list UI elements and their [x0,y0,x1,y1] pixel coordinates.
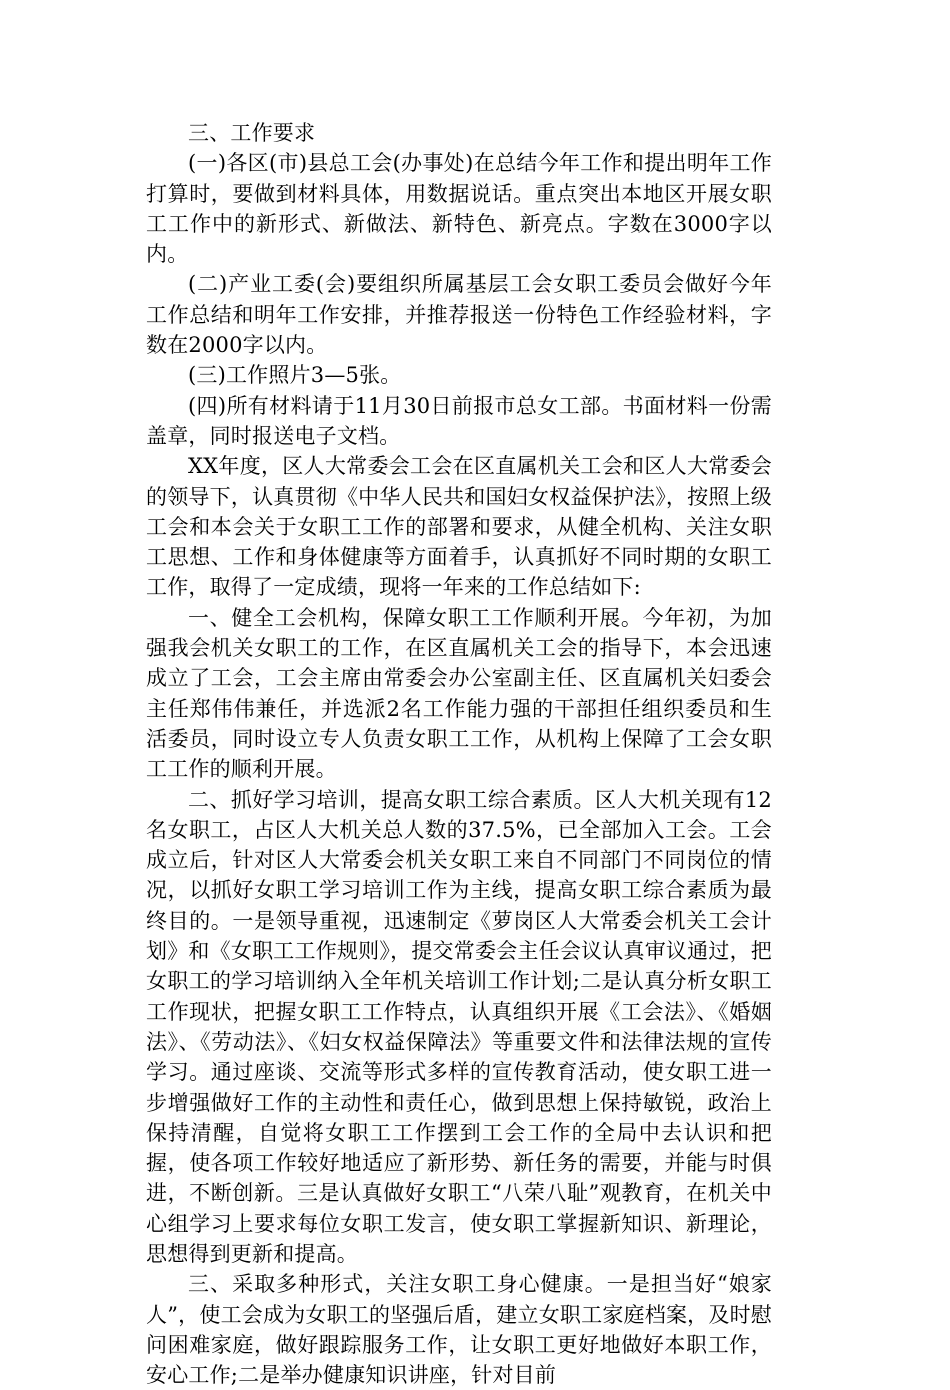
paragraph-point-3: 三、采取多种形式，关注女职工身心健康。一是担当好“娘家人”，使工会成为女职工的坚强后盾，建立女职工家庭档案，及时慰问困难家庭，做好跟踪服务工作，让女职工更好地做好本职工作，安心工作;二是举办健康知识讲座，针对目前 [146,1272,772,1388]
paragraph-requirement-3: (三)工作照片3—5张。 [188,363,402,388]
paragraph-requirement-4: (四)所有材料请于11月30日前报市总女工部。书面材料一份需盖章，同时报送电子文档。 [146,393,772,448]
paragraph-requirement-2: (二)产业工委(会)要组织所属基层工会女职工委员会做好今年工作总结和明年工作安排，并推荐报送一份特色工作经验材料，字数在2000字以内。 [146,272,772,358]
paragraph-section-heading: 三、工作要求 [188,121,316,145]
paragraph-point-2: 二、抓好学习培训，提高女职工综合素质。区人大机关现有12名女职工，占区人大机关总人数的37.5%，已全部加入工会。工会成立后，针对区人大常委会机关女职工来自不同部门不同岗位的情况，以抓好女职工学习培训工作为主线，提高女职工综合素质为最终目的。一是领导重视，迅速制定《萝岗区人大常委会机关工会计划》和《女职工工作规则》，提交常委会主任会议认真审议通过，把女职工的学习培训纳入全年机关培训工作计划;二是认真分析女职工工作现状，把握女职工工作特点，认真组织开展《工会法》、《婚姻法》、《劳动法》、《妇女权益保障法》等重要文件和法律法规的宣传学习。通过座谈、交流等形式多样的宣传教育活动，使女职工进一步增强做好工作的主动性和责任心，做到思想上保持敏锐，政治上保持清醒，自觉将女职工工作摆到工会工作的全局中去认识和把握，使各项工作较好地适应了新形势、新任务的需要，并能与时俱进，不断创新。三是认真做好女职工“八荣八耻”观教育，在机关中心组学习上要求每位女职工发言，使女职工掌握新知识、新理论，思想得到更新和提高。 [146,787,772,1266]
paragraph-summary-intro: XX年度，区人大常委会工会在区直属机关工会和区人大常委会的领导下，认真贯彻《中华人民共和国妇女权益保护法》，按照上级工会和本会关于女职工工作的部署和要求，从健全机构、关注女职工思想、工作和身体健康等方面着手，认真抓好不同时期的女职工工作，取得了一定成绩，现将一年来的工作总结如下: [146,454,772,600]
paragraph-requirement-1: (一)各区(市)县总工会(办事处)在总结今年工作和提出明年工作打算时，要做到材料具体，用数据说话。重点突出本地区开展女职工工作中的新形式、新做法、新特色、新亮点。字数在3000字以内。 [146,151,772,267]
paragraph-point-1: 一、健全工会机构，保障女职工工作顺利开展。今年初，为加强我会机关女职工的工作，在区直属机关工会的指导下，本会迅速成立了工会，工会主席由常委会办公室副主任、区直属机关妇委会主任郑伟伟兼任，并选派2名工作能力强的干部担任组织委员和生活委员，同时设立专人负责女职工工作，从机构上保障了工会女职工工作的顺利开展。 [146,605,772,782]
document-body [146,118,772,1390]
